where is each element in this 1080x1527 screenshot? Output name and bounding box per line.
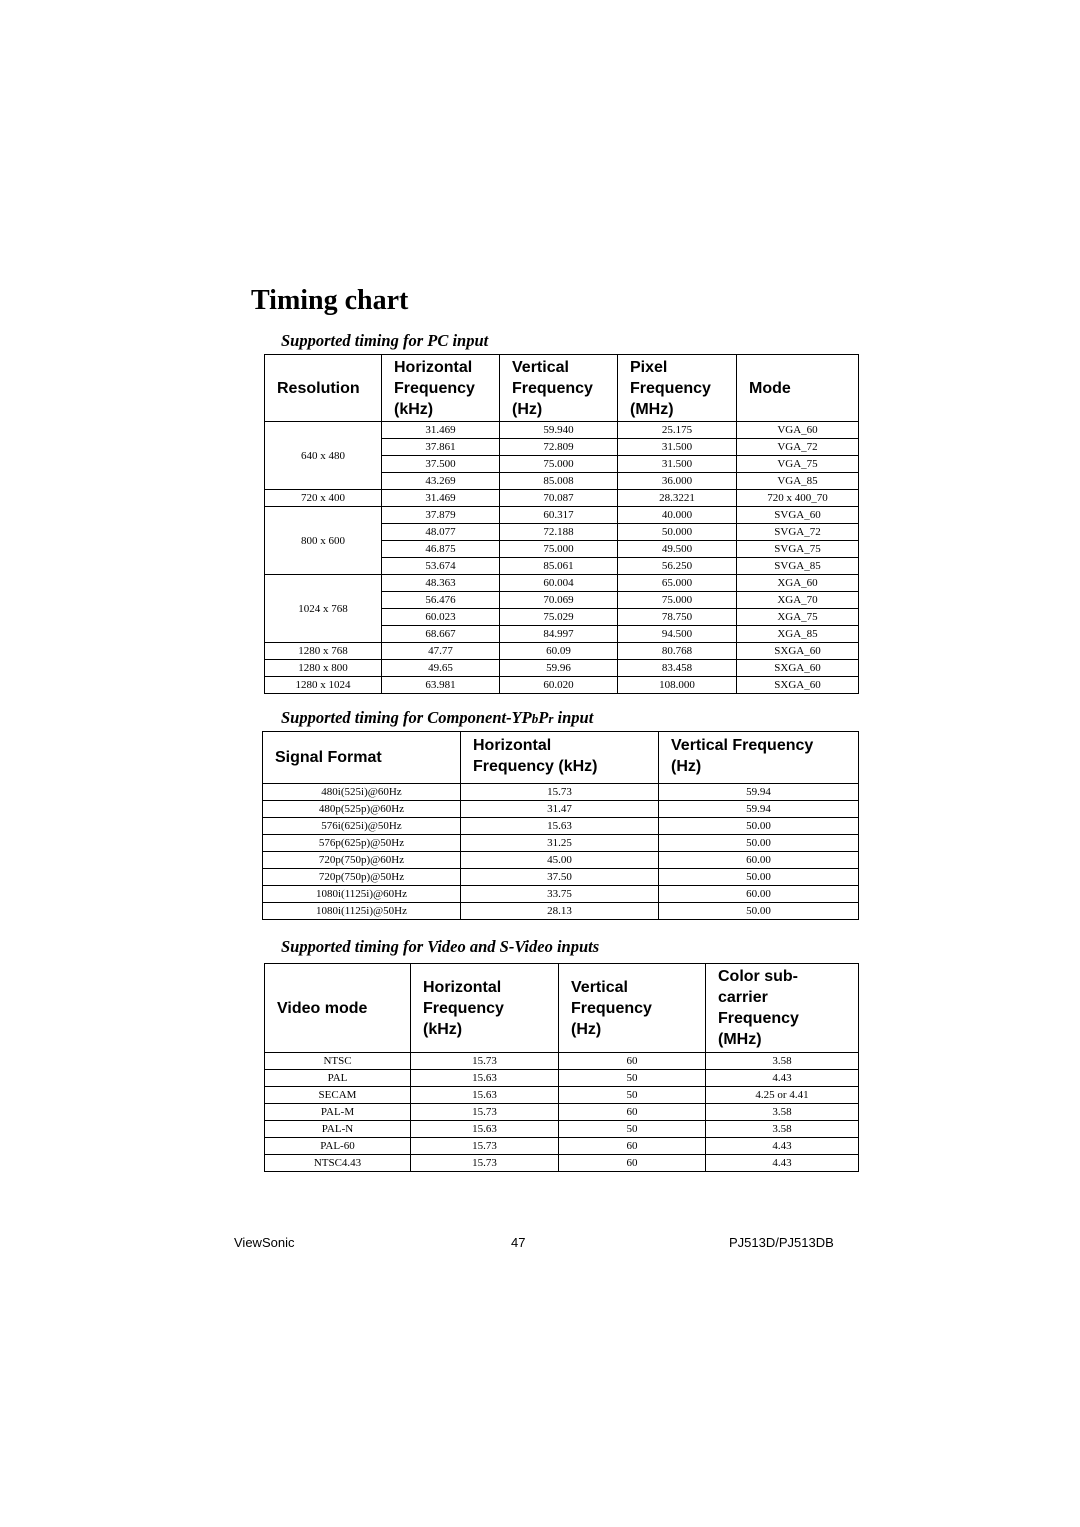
table-cell: 83.458 bbox=[618, 660, 737, 677]
table-cell: 60.00 bbox=[659, 886, 859, 903]
table-cell: VGA_72 bbox=[737, 439, 859, 456]
table-cell: 1080i(1125i)@50Hz bbox=[263, 903, 461, 920]
resolution-cell: 1024 x 768 bbox=[265, 575, 382, 643]
table-cell: 59.94 bbox=[659, 784, 859, 801]
column-header-line: (Hz) bbox=[671, 758, 702, 775]
table-cell: 37.861 bbox=[382, 439, 500, 456]
resolution-cell: 1280 x 800 bbox=[265, 660, 382, 677]
table-cell: 60.020 bbox=[500, 677, 618, 694]
table-cell: 75.000 bbox=[618, 592, 737, 609]
table-cell: 59.96 bbox=[500, 660, 618, 677]
table-cell: 59.940 bbox=[500, 422, 618, 439]
table-row bbox=[263, 835, 859, 852]
column-header-line: (MHz) bbox=[630, 400, 674, 418]
column-header-line: Vertical bbox=[512, 358, 569, 376]
table-cell: 60 bbox=[559, 1053, 706, 1070]
column-header bbox=[737, 355, 859, 422]
table-cell: SXGA_60 bbox=[737, 677, 859, 694]
table-cell: 15.63 bbox=[461, 818, 659, 835]
component-timing-heading bbox=[281, 708, 593, 728]
table-cell: SXGA_60 bbox=[737, 643, 859, 660]
table-cell: 45.00 bbox=[461, 852, 659, 869]
column-header-line: (kHz) bbox=[394, 400, 434, 418]
table-cell: 4.43 bbox=[706, 1070, 859, 1087]
table-cell: VGA_85 bbox=[737, 473, 859, 490]
table-cell: PAL bbox=[265, 1070, 411, 1087]
table-cell: 50 bbox=[559, 1087, 706, 1104]
table-cell: 47.77 bbox=[382, 643, 500, 660]
column-header bbox=[382, 355, 500, 422]
component-heading-sub-r: r bbox=[548, 711, 554, 726]
table-row bbox=[265, 1155, 859, 1172]
table-row bbox=[265, 1070, 859, 1087]
component-header-row bbox=[263, 732, 859, 784]
table-cell: 60 bbox=[559, 1104, 706, 1121]
table-cell: 15.73 bbox=[411, 1138, 559, 1155]
page-title: Timing chart bbox=[251, 285, 409, 316]
table-cell: 60 bbox=[559, 1155, 706, 1172]
column-header-line: Frequency bbox=[423, 999, 504, 1017]
table-cell: 43.269 bbox=[382, 473, 500, 490]
column-header bbox=[659, 732, 859, 784]
table-cell: 85.061 bbox=[500, 558, 618, 575]
table-cell: 60.09 bbox=[500, 643, 618, 660]
table-row bbox=[263, 818, 859, 835]
column-header-line: Frequency bbox=[718, 1010, 799, 1027]
table-cell: 49.500 bbox=[618, 541, 737, 558]
column-header-line: Color sub- bbox=[718, 968, 798, 985]
column-header-line: Horizontal bbox=[473, 737, 552, 754]
table-cell: PAL-M bbox=[265, 1104, 411, 1121]
table-cell: 15.63 bbox=[411, 1070, 559, 1087]
table-cell: 15.73 bbox=[461, 784, 659, 801]
table-cell: 15.73 bbox=[411, 1155, 559, 1172]
column-header bbox=[265, 355, 382, 422]
table-row bbox=[263, 886, 859, 903]
table-cell: 63.981 bbox=[382, 677, 500, 694]
table-row bbox=[265, 1053, 859, 1070]
table-cell: 50.00 bbox=[659, 903, 859, 920]
column-header-line: Horizontal bbox=[394, 358, 473, 376]
table-cell: 480p(525p)@60Hz bbox=[263, 801, 461, 818]
table-cell: 31.500 bbox=[618, 456, 737, 473]
table-cell: XGA_60 bbox=[737, 575, 859, 592]
table-cell: 70.069 bbox=[500, 592, 618, 609]
component-heading-sub-b: b bbox=[531, 711, 539, 726]
table-cell: 80.768 bbox=[618, 643, 737, 660]
table-cell: 720p(750p)@50Hz bbox=[263, 869, 461, 886]
column-header-line: Frequency bbox=[512, 379, 593, 397]
pc-timing-heading: Supported timing for PC input bbox=[281, 331, 489, 350]
table-cell: PAL-60 bbox=[265, 1138, 411, 1155]
resolution-cell: 1280 x 768 bbox=[265, 643, 382, 660]
pc-timing-table bbox=[264, 354, 859, 694]
table-row bbox=[265, 660, 859, 677]
table-cell: SVGA_85 bbox=[737, 558, 859, 575]
table-cell: 15.63 bbox=[411, 1087, 559, 1104]
column-header bbox=[263, 732, 461, 784]
table-cell: 31.469 bbox=[382, 422, 500, 439]
table-cell: VGA_75 bbox=[737, 456, 859, 473]
table-cell: 3.58 bbox=[706, 1053, 859, 1070]
table-row bbox=[263, 801, 859, 818]
column-header-line: Signal Format bbox=[275, 749, 382, 766]
table-row bbox=[263, 869, 859, 886]
video-timing-heading: Supported timing for Video and S-Video inputs bbox=[281, 937, 600, 956]
table-cell: 50.00 bbox=[659, 869, 859, 886]
table-cell: SXGA_60 bbox=[737, 660, 859, 677]
table-cell: 1080i(1125i)@60Hz bbox=[263, 886, 461, 903]
table-cell: 15.73 bbox=[411, 1104, 559, 1121]
column-header-line: (kHz) bbox=[423, 1020, 463, 1038]
table-cell: 75.000 bbox=[500, 541, 618, 558]
table-cell: 50 bbox=[559, 1070, 706, 1087]
table-cell: 72.188 bbox=[500, 524, 618, 541]
table-cell: SVGA_72 bbox=[737, 524, 859, 541]
table-cell: 60.004 bbox=[500, 575, 618, 592]
column-header-line: (MHz) bbox=[718, 1031, 762, 1048]
component-heading-text: Supported timing for Component-YP bbox=[281, 708, 532, 727]
table-cell: 31.47 bbox=[461, 801, 659, 818]
table-cell: 85.008 bbox=[500, 473, 618, 490]
table-cell: 84.997 bbox=[500, 626, 618, 643]
table-row bbox=[265, 422, 859, 439]
table-row bbox=[265, 677, 859, 694]
table-cell: 4.43 bbox=[706, 1155, 859, 1172]
video-header-row bbox=[265, 964, 859, 1053]
table-cell: 37.879 bbox=[382, 507, 500, 524]
resolution-cell: 800 x 600 bbox=[265, 507, 382, 575]
column-header-line: Vertical bbox=[571, 978, 628, 996]
table-cell: SVGA_75 bbox=[737, 541, 859, 558]
table-cell: 3.58 bbox=[706, 1104, 859, 1121]
column-header-line: Frequency (kHz) bbox=[473, 758, 598, 775]
table-cell: 576p(625p)@50Hz bbox=[263, 835, 461, 852]
table-row bbox=[265, 490, 859, 507]
resolution-cell: 1280 x 1024 bbox=[265, 677, 382, 694]
table-cell: 720 x 400_70 bbox=[737, 490, 859, 507]
column-header bbox=[559, 964, 706, 1053]
table-row bbox=[265, 643, 859, 660]
table-cell: 75.029 bbox=[500, 609, 618, 626]
table-cell: XGA_85 bbox=[737, 626, 859, 643]
table-cell: 50.000 bbox=[618, 524, 737, 541]
table-row bbox=[265, 1121, 859, 1138]
table-cell: 25.175 bbox=[618, 422, 737, 439]
video-timing-table bbox=[264, 963, 859, 1172]
table-row bbox=[265, 575, 859, 592]
component-heading-p: P bbox=[538, 708, 549, 727]
table-row bbox=[265, 1138, 859, 1155]
table-row bbox=[263, 852, 859, 869]
table-cell: NTSC bbox=[265, 1053, 411, 1070]
column-header bbox=[411, 964, 559, 1053]
table-row bbox=[265, 1087, 859, 1104]
column-header-line: Frequency bbox=[571, 999, 652, 1017]
table-cell: 60.00 bbox=[659, 852, 859, 869]
table-cell: XGA_75 bbox=[737, 609, 859, 626]
table-cell: 48.363 bbox=[382, 575, 500, 592]
table-cell: 50.00 bbox=[659, 835, 859, 852]
table-cell: 40.000 bbox=[618, 507, 737, 524]
resolution-cell: 640 x 480 bbox=[265, 422, 382, 490]
table-row bbox=[265, 507, 859, 524]
column-header-line: Video mode bbox=[277, 999, 368, 1017]
table-cell: 576i(625i)@50Hz bbox=[263, 818, 461, 835]
column-header-line: Pixel bbox=[630, 358, 668, 376]
table-row bbox=[265, 1104, 859, 1121]
table-cell: 48.077 bbox=[382, 524, 500, 541]
footer-model: PJ513D/PJ513DB bbox=[729, 1235, 834, 1250]
table-cell: 53.674 bbox=[382, 558, 500, 575]
pc-header-row bbox=[265, 355, 859, 422]
table-cell: XGA_70 bbox=[737, 592, 859, 609]
column-header bbox=[706, 964, 859, 1053]
column-header bbox=[461, 732, 659, 784]
table-cell: SECAM bbox=[265, 1087, 411, 1104]
table-cell: 4.43 bbox=[706, 1138, 859, 1155]
table-cell: 28.3221 bbox=[618, 490, 737, 507]
table-cell: 50 bbox=[559, 1121, 706, 1138]
footer-page-number: 47 bbox=[511, 1235, 526, 1250]
table-cell: 59.94 bbox=[659, 801, 859, 818]
column-header-line: Resolution bbox=[277, 379, 360, 397]
table-cell: 480i(525i)@60Hz bbox=[263, 784, 461, 801]
table-cell: 36.000 bbox=[618, 473, 737, 490]
column-header-line: (Hz) bbox=[512, 400, 543, 418]
table-cell: VGA_60 bbox=[737, 422, 859, 439]
table-cell: 60.317 bbox=[500, 507, 618, 524]
column-header-line: Frequency bbox=[630, 379, 711, 397]
column-header bbox=[265, 964, 411, 1053]
table-cell: NTSC4.43 bbox=[265, 1155, 411, 1172]
footer-brand: ViewSonic bbox=[234, 1235, 295, 1250]
column-header bbox=[618, 355, 737, 422]
table-row bbox=[263, 784, 859, 801]
table-cell: 15.73 bbox=[411, 1053, 559, 1070]
table-cell: SVGA_60 bbox=[737, 507, 859, 524]
resolution-cell: 720 x 400 bbox=[265, 490, 382, 507]
table-cell: 3.58 bbox=[706, 1121, 859, 1138]
table-cell: 15.63 bbox=[411, 1121, 559, 1138]
table-cell: 4.25 or 4.41 bbox=[706, 1087, 859, 1104]
table-cell: 60 bbox=[559, 1138, 706, 1155]
table-cell: 56.250 bbox=[618, 558, 737, 575]
table-cell: 78.750 bbox=[618, 609, 737, 626]
table-cell: 56.476 bbox=[382, 592, 500, 609]
table-cell: 31.469 bbox=[382, 490, 500, 507]
column-header bbox=[500, 355, 618, 422]
table-cell: 49.65 bbox=[382, 660, 500, 677]
column-header-line: Vertical Frequency bbox=[671, 737, 814, 754]
table-cell: 46.875 bbox=[382, 541, 500, 558]
table-cell: 60.023 bbox=[382, 609, 500, 626]
table-cell: 94.500 bbox=[618, 626, 737, 643]
table-cell: 70.087 bbox=[500, 490, 618, 507]
component-heading-suffix: input bbox=[553, 708, 594, 727]
table-cell: 37.500 bbox=[382, 456, 500, 473]
column-header-line: Horizontal bbox=[423, 978, 502, 996]
table-cell: 33.75 bbox=[461, 886, 659, 903]
table-cell: 28.13 bbox=[461, 903, 659, 920]
table-cell: 65.000 bbox=[618, 575, 737, 592]
column-header-line: (Hz) bbox=[571, 1020, 602, 1038]
table-cell: 720p(750p)@60Hz bbox=[263, 852, 461, 869]
table-cell: 68.667 bbox=[382, 626, 500, 643]
table-row bbox=[263, 903, 859, 920]
column-header-line: carrier bbox=[718, 989, 768, 1006]
table-cell: 108.000 bbox=[618, 677, 737, 694]
table-cell: 75.000 bbox=[500, 456, 618, 473]
table-cell: 50.00 bbox=[659, 818, 859, 835]
column-header-line: Frequency bbox=[394, 379, 475, 397]
column-header-line: Mode bbox=[749, 379, 791, 397]
table-cell: 72.809 bbox=[500, 439, 618, 456]
component-timing-table bbox=[262, 731, 859, 920]
table-cell: 31.500 bbox=[618, 439, 737, 456]
table-cell: 37.50 bbox=[461, 869, 659, 886]
table-cell: 31.25 bbox=[461, 835, 659, 852]
table-cell: PAL-N bbox=[265, 1121, 411, 1138]
